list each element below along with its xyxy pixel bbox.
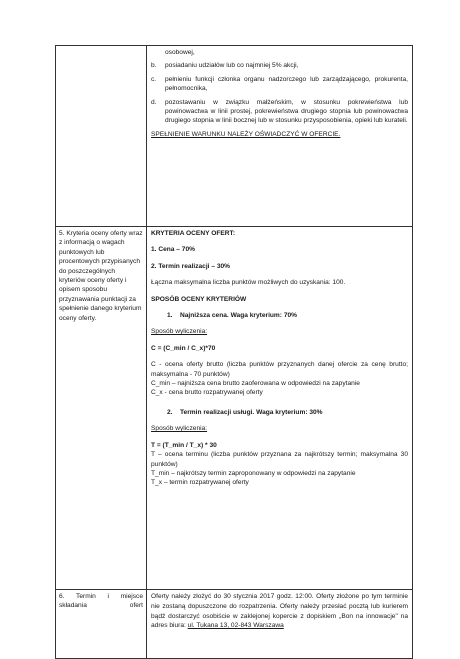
method-item [151,311,408,320]
list-item-key: c. [151,75,157,83]
row-content [147,227,413,590]
calc-label: Sposób wyliczenia: [151,425,208,433]
method-heading: SPOSÓB OCENY KRYTERIÓW [151,295,247,303]
list-item-text: pełnieniu funkcji członka organu nadzorczego lub zarządzającego, prokurenta, pełnomocnika, [165,75,408,93]
formula-description: C_x - cena brutto rozpatrywanej oferty [151,389,263,397]
criteria-heading: KRYTERIA OCENY OFERT: [151,230,236,237]
formula-description: T_x – termin rozpatrywanej oferty [151,479,249,487]
condition-note: SPEŁNIENIE WARUNKU NALEŻY OŚWIADCZYĆ W OFERCIE. [151,130,341,138]
list-item [151,61,408,70]
formula: T = (T_min / T_x) * 30 [151,441,217,449]
list-item [151,98,408,126]
table-row [56,590,413,659]
list-item-key: d. [151,98,157,106]
row-label: 6. Termin i miejsce składania ofert [56,590,147,659]
requirements-table [55,45,413,659]
formula-description: C - ocena oferty brutto (liczba punktów przyznanych danej ofercie za cenę brutto; maksymalna - 70 punktów) [151,361,408,378]
method-item-number: 2. [167,408,173,416]
row-content [147,590,413,659]
formula-description: T – ocena terminu (liczba punktów przyznana za najkrótszy termin; maksymalna 30 punktów) [151,451,408,468]
list-item-key [151,48,165,57]
table-row [56,227,413,590]
calc-label: Sposób wyliczenia: [151,328,208,336]
method-item-title: Termin realizacji usługi. Waga kryterium: 30% [180,408,323,416]
criterion-price: 1. Cena – 70% [151,246,195,254]
row-label: 5. Kryteria oceny oferty wraz z informacją o wagach punktowych lub procentowych przypisanych do poszczególnych kryteriów oceny oferty i opisem sposobu przyznawania punktacji za spełnienie danego kryterium oceny oferty. [56,227,147,590]
method-item-title: Najniższa cena. Waga kryterium: 70% [180,312,298,320]
formula: C = (C_min / C_x)*70 [151,344,216,352]
office-address: ul. Tukana 13, 02-843 Warszawa [187,622,284,630]
method-item-number: 1. [167,312,173,320]
criterion-deadline: 2. Termin realizacji – 30% [151,262,231,270]
row-content [147,46,413,227]
points-total: Łączna maksymalna liczba punktów możliwych do uzyskania: 100. [151,279,346,287]
formula-description: T_min – najkrótszy termin zaproponowany w odpowiedzi na zapytanie [151,469,356,477]
list-item-text: osobowej, [165,49,195,56]
list-item [151,48,408,57]
table-row [56,46,413,227]
list-item-key: b. [151,62,157,70]
submission-text: Oferty należy złożyć do 30 stycznia 2017 godz. 12:00. Oferty złożone po tym terminie nie zostaną dopuszczone do rozpatrzenia. Oferty należy przesłać pocztą lub kurierem bądź dostarczyć osobiście w zaklejonej kopercie z dopiskiem „Bon na innowacje" na adres biura: [151,593,408,630]
formula-description: C_min – najniższa cena brutto zaoferowana w odpowiedzi na zapytanie [151,380,360,388]
method-item [151,408,408,417]
list-item [151,75,408,94]
list-item-text: pozostawaniu w związku małżeńskim, w stosunku pokrewieństwa lub powinowactwa w linii prostej, pokrewieństwa drugiego stopnia lub powinowactwa drugiego stopnia w linii bocznej lub w stosunku przysposobienia, opieki lub kurateli. [165,98,408,125]
row-label [56,46,147,227]
list-item-text: posiadaniu udziałów lub co najmniej 5% akcji, [165,62,299,70]
